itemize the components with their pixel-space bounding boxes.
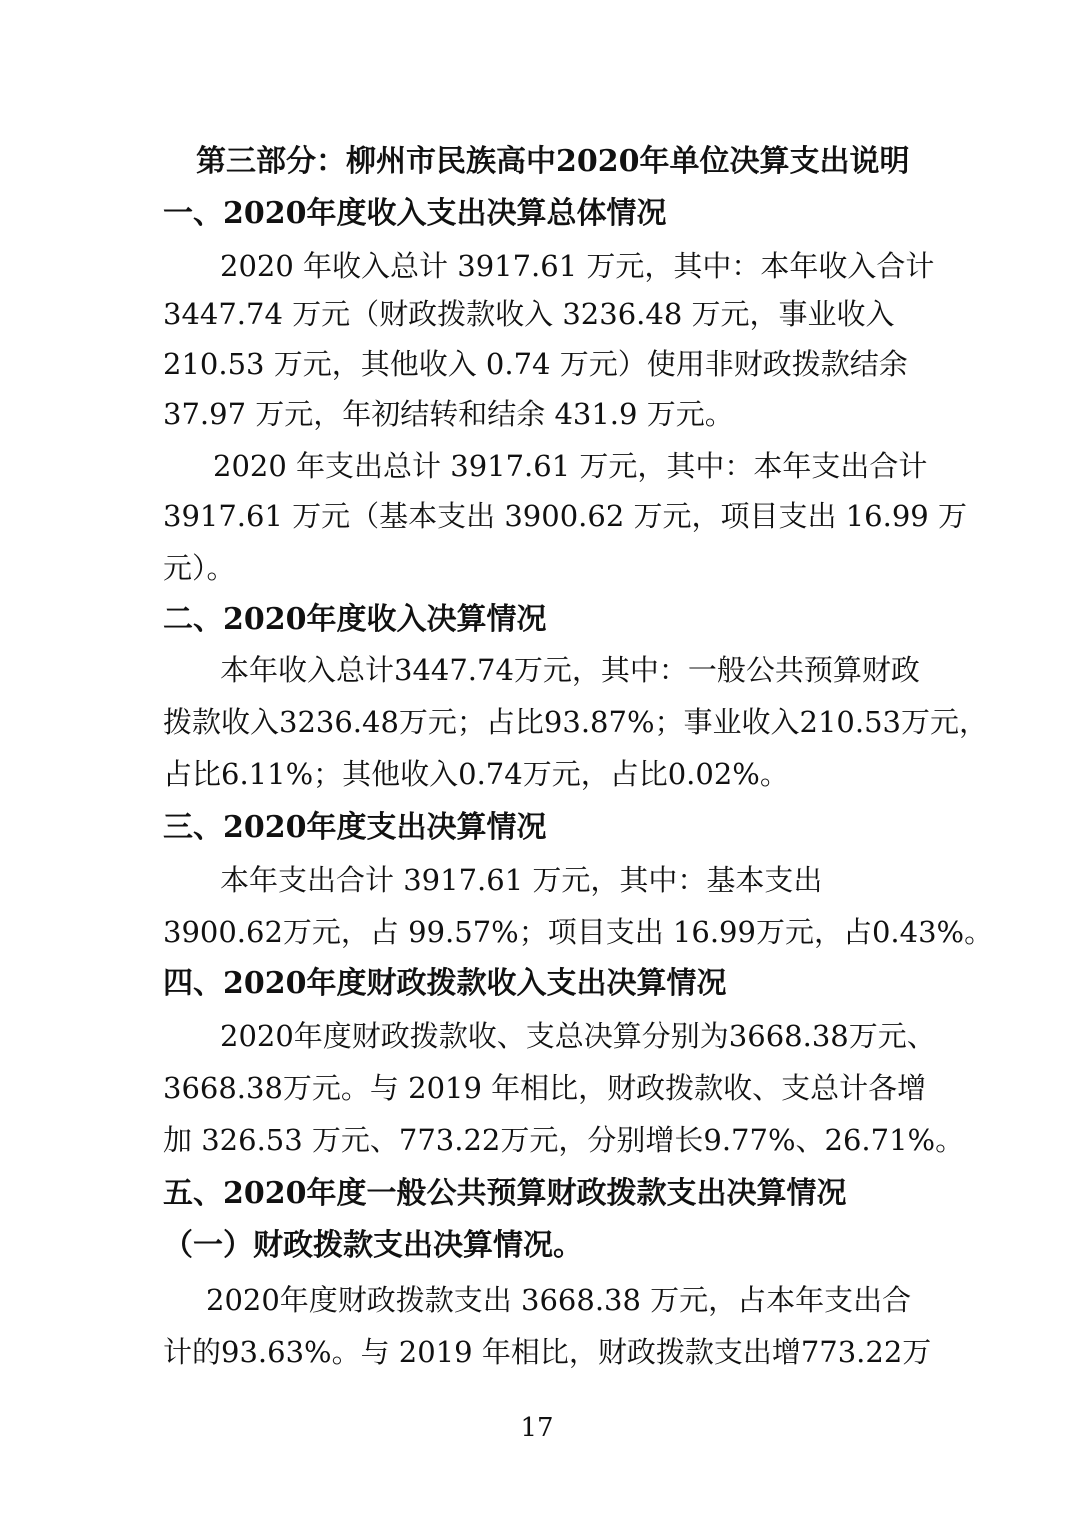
section-heading-4: 四、2020年度财政拨款收入支出决算情况 [163,966,727,1001]
paragraph-line: 2020 年收入总计 3917.61 万元，其中：本年收入合计 [220,249,935,283]
paragraph-line: 2020年度财政拨款收、支总决算分别为3668.38万元、 [220,1019,936,1053]
paragraph-line: 37.97 万元，年初结转和结余 431.9 万元。 [163,397,734,431]
paragraph-line: 3900.62万元，占 99.57%；项目支出 16.99万元，占0.43%。 [163,915,994,949]
paragraph-line: 拨款收入3236.48万元；占比93.87%；事业收入210.53万元， [163,705,988,739]
paragraph-line: 加 326.53 万元、773.22万元，分别增长9.77%、26.71%。 [163,1123,965,1157]
section-heading-2: 二、2020年度收入决算情况 [163,602,547,637]
paragraph-line: 本年支出合计 3917.61 万元，其中：基本支出 [220,863,823,897]
document-title: 第三部分：柳州市民族高中2020年单位决算支出说明 [196,144,910,179]
page-number: 17 [520,1413,554,1443]
section-heading-1: 一、2020年度收入支出决算总体情况 [163,196,667,231]
paragraph-line: 210.53 万元，其他收入 0.74 万元）使用非财政拨款结余 [163,347,908,381]
paragraph-line: 3447.74 万元（财政拨款收入 3236.48 万元，事业收入 [163,297,895,331]
paragraph-line: 元）。 [163,551,236,585]
paragraph-line: 本年收入总计3447.74万元，其中：一般公共预算财政 [220,653,920,687]
section-heading-3: 三、2020年度支出决算情况 [163,810,547,845]
subsection-heading-1: （一）财政拨款支出决算情况。 [163,1228,583,1263]
paragraph-line: 2020年度财政拨款支出 3668.38 万元，占本年支出合 [206,1283,912,1317]
paragraph-line: 3917.61 万元（基本支出 3900.62 万元，项目支出 16.99 万 [163,499,967,533]
section-heading-5: 五、2020年度一般公共预算财政拨款支出决算情况 [163,1176,847,1211]
paragraph-line: 3668.38万元。与 2019 年相比，财政拨款收、支总计各增 [163,1071,927,1105]
paragraph-line: 2020 年支出总计 3917.61 万元，其中：本年支出合计 [213,449,928,483]
paragraph-line: 占比6.11%；其他收入0.74万元，占比0.02%。 [163,757,789,791]
paragraph-line: 计的93.63%。与 2019 年相比，财政拨款支出增773.22万 [163,1335,932,1369]
